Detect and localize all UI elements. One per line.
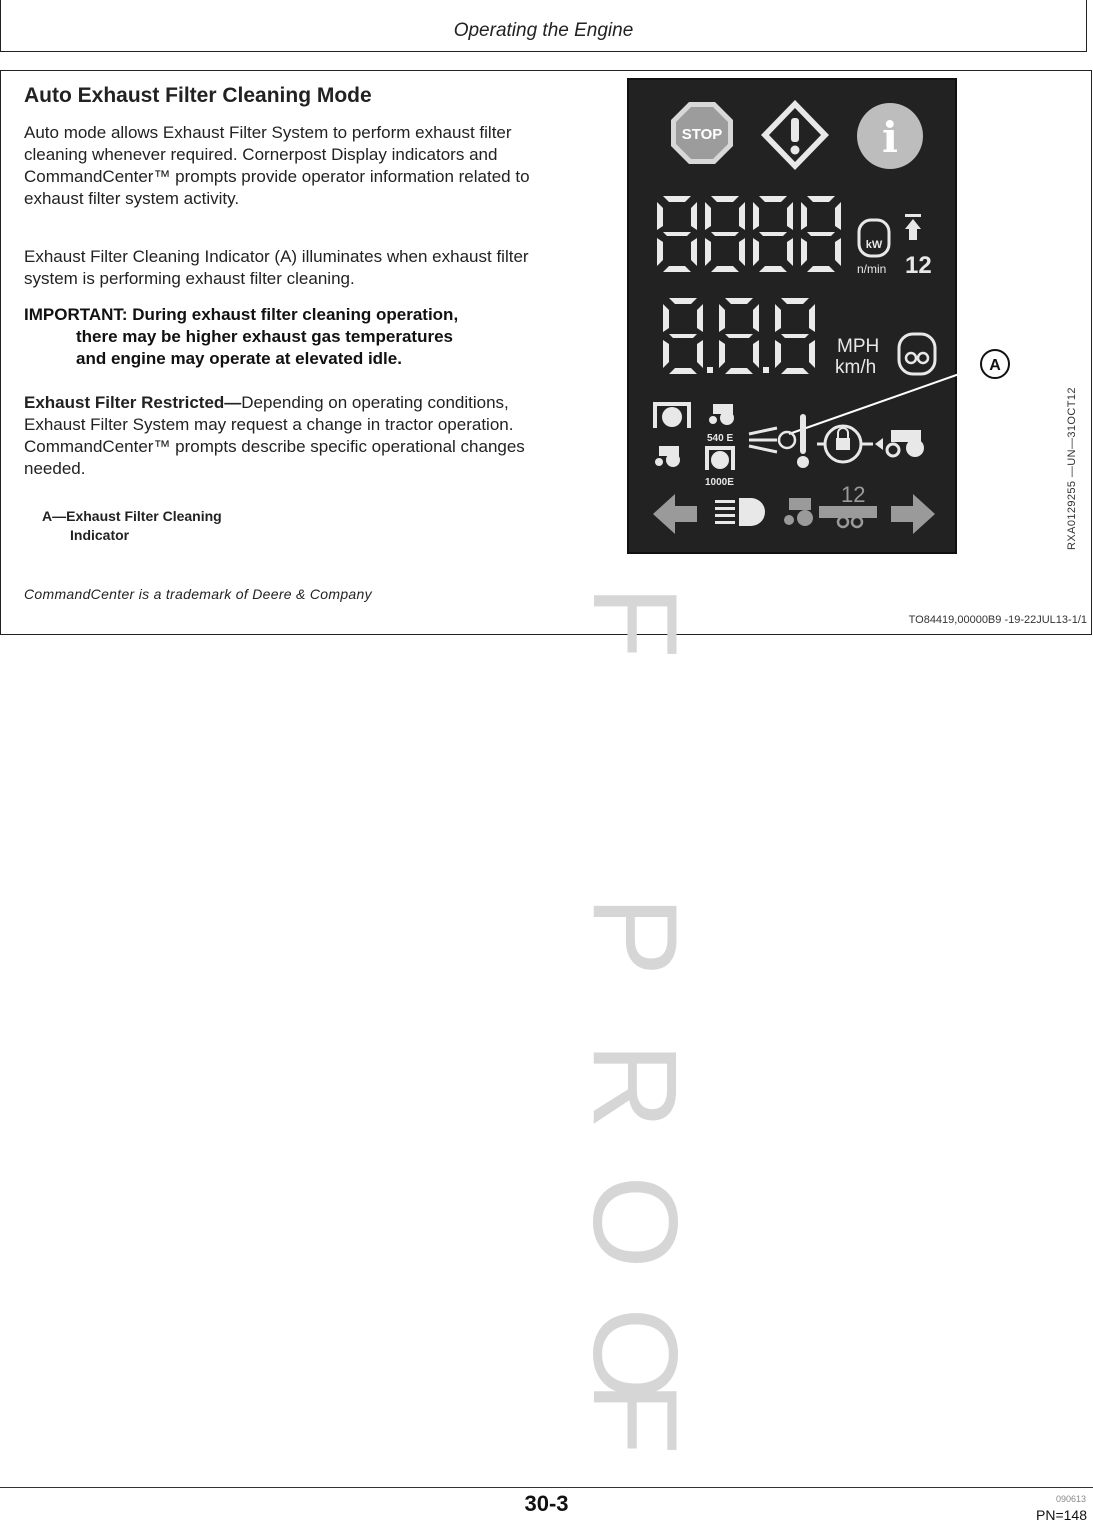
upshift-arrow-icon: [905, 214, 921, 240]
watermark-letter: F: [568, 1381, 702, 1455]
watermark-letter: F: [568, 585, 702, 659]
paragraph-auto-mode: Auto mode allows Exhaust Filter System to perform exhaust filter cleaning whenever required. Cornerpost Display indicators and CommandCenter™ prompts provide operator information related to exhaust filter system activity.: [24, 123, 530, 208]
exhaust-filter-cleaning-icon: [749, 428, 795, 452]
page-header: [0, 0, 1087, 52]
page-number: 30-3: [524, 1491, 569, 1516]
watermark-letter: O: [568, 1175, 702, 1269]
paragraph-restricted: [24, 392, 554, 480]
pto-540-label: 540 E: [707, 433, 734, 444]
stop-icon-label: STOP: [681, 126, 723, 143]
cornerpost-display: [627, 78, 1001, 554]
document-reference: TO84419,00000B9 -19-22JUL13-1/1: [908, 614, 1087, 626]
section-heading: Auto Exhaust Filter Cleaning Mode: [24, 84, 372, 107]
rpm-digits: [657, 196, 841, 272]
paragraph-indicator: Exhaust Filter Cleaning Indicator (A) illuminates when exhaust filter system is performing exhaust filter cleaning.: [24, 247, 529, 288]
publication-code: 090613: [1055, 1494, 1086, 1504]
callout-letter: A: [989, 357, 1001, 374]
stop-icon: [671, 102, 733, 164]
restricted-text: Depending on operating conditions, Exhaust Filter System may request a change in tractor operation. CommandCenter™ prompts describe specific operational changes needed.: [24, 393, 525, 478]
speed-digits: [663, 298, 815, 374]
info-icon-label: i: [882, 113, 898, 162]
display-illustration: [629, 80, 1001, 552]
trademark-note: CommandCenter is a trademark of Deere & Company: [24, 586, 372, 602]
legend-line-2: Indicator: [70, 527, 130, 543]
important-note: [24, 304, 564, 370]
gear-top-number: 12: [905, 252, 932, 279]
headlight-icon: [715, 498, 765, 526]
speed-unit-kmh: km/h: [835, 357, 877, 378]
footer-divider: [0, 1487, 1093, 1488]
power-boost-icon: [859, 220, 889, 256]
pto-1000-icon: [705, 446, 735, 470]
differential-lock-icon: [817, 426, 873, 462]
figure-legend: [42, 507, 222, 545]
right-turn-arrow-icon: [891, 494, 935, 534]
temperature-icon: [797, 414, 809, 468]
important-line-2: there may be higher exhaust gas temperatures: [76, 327, 453, 346]
info-icon: [857, 103, 923, 169]
watermark-letter: P: [568, 895, 702, 977]
watermark-letter: O: [568, 1307, 702, 1401]
mfwd-tractor-icon: [875, 430, 924, 457]
restricted-label: Exhaust Filter Restricted—: [24, 393, 242, 412]
important-line-1: IMPORTANT: During exhaust filter cleaning operation,: [24, 305, 459, 324]
engine-preheat-icon: [899, 334, 935, 374]
kw-label: kW: [865, 239, 883, 251]
rpm-unit: n/min: [857, 262, 887, 276]
pto-icon: [653, 402, 691, 428]
legend-line-1: A—Exhaust Filter Cleaning: [42, 508, 222, 524]
speed-unit-mph: MPH: [837, 336, 880, 357]
pto-1000-label: 1000E: [705, 477, 734, 488]
warning-icon: [761, 100, 829, 170]
left-turn-arrow-icon: [653, 494, 697, 534]
figure-code: RXA0129255 —UN—31OCT12: [1066, 387, 1078, 550]
header-title: Operating the Engine: [453, 20, 634, 41]
rear-pto-tractor-icon: [655, 446, 680, 467]
watermark-letter: R: [568, 1042, 702, 1130]
important-line-3: and engine may operate at elevated idle.: [76, 349, 402, 368]
page-sequence-number: PN=148: [1036, 1507, 1087, 1523]
gear-bottom-number: 12: [841, 482, 866, 507]
front-pto-tractor-icon: [709, 404, 734, 425]
